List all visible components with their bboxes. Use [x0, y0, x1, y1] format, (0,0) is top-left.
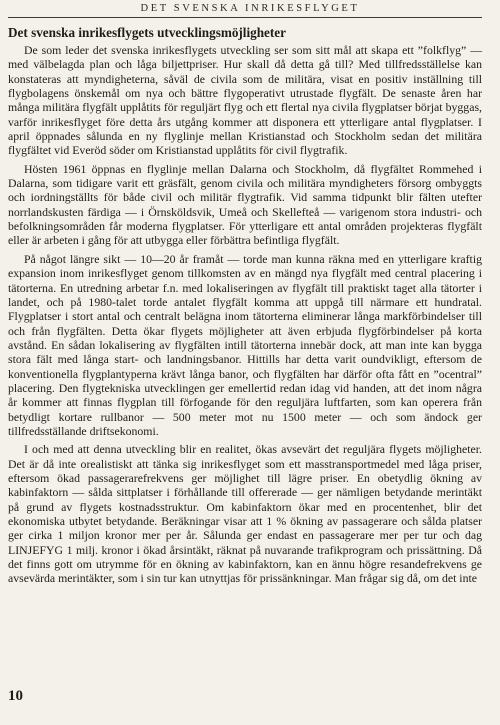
paragraph-3: På något längre sikt — 10—20 år framåt — torde man kunna räkna med en ytterligare kraftig expansion inom inrikesflyget genom tillkomsten av en mängd nya flygfält med central placering i tätorterna. En utredning arbetar f.n. med lokaliseringen av flygfält till praktiskt taget alla tätorter i landet, och på 1980-talet torde antalet flygfält komma att uppgå till närmare ett hundratal. Flygplatser i stort antal och centralt belägna inom tätorterna eliminerar långa markförbindelser till och från flygfälten. Detta ökar flygets möjligheter att även erbjuda flygförbindelser på korta avstånd. En sådan lokalisering av flygfälten intill tätorterna innebär dock, att man inte kan bygga stora fält med långa start- och landningsbanor. Hittills har detta varit oundvikligt, eftersom de konventionella flygplantyperna krävt långa banor, och flygfälten har därför ofta fått en ”ocentral” placering. Den flygtekniska utvecklingen ger emellertid redan idag vid handen, att det inom några år kommer att finnas flygplan till förfogande för den reguljära luftfarten, som kan operera från betydligt kortare rullbanor — 500 meter mot nu 1500 meter — och som ändock ger tillfredsställande driftsekonomi. [8, 251, 482, 438]
article [8, 24, 482, 586]
running-head: DET SVENSKA INRIKESFLYGET [140, 3, 360, 14]
paragraph-2: Hösten 1961 öppnas en flyglinje mellan Dalarna och Stockholm, då flygfältet Rommehed i Dalarna, som tidigare varit ett gräsfält, genom civila och militära myndigheters försorg ombyggts och iordningställts för både civil och militär flygtrafik. Vid samma tidpunkt blir fälten utefter norrlandskusten färdiga — i Örnsköldsvik, Umeå och Skellefteå — varigenom stora industri- och befolkningsområden får moderna flygplatser. För ytterligare ett antal områden projekteras flygfält eller är arbeten i gång för att utbygga eller förbättra befintliga flygfält. [8, 161, 482, 248]
page-number: 10 [8, 688, 23, 704]
paragraph-1: De som leder det svenska inrikesflygets utveckling ser som sitt mål att skapa ett ”folkflyg” — med välbelagda plan och låga biljettpriser. Hur skall då detta gå till? Med tillfredsställelse kan konstateras att myndigheterna, såväl de civila som de militära, visat en positiv inställning till flygbolagens önskemål om nya och bättre flygoperativt utrustade flygfält. De senaste åren har många militära flygfält upplåtits för reguljärt flyg och ett flertal nya civila flygplatser börjat byggas, varför inrikesflyget före detta års utgång kommer att disponera ett ytterligare antal flygplatser. I april öppnades sålunda en ny flyglinje mellan Kristianstad och Stockholm sedan det militära flygfältet vid Everöd söder om Kristianstad upplåtits för civil flygtrafik. [8, 43, 482, 158]
paragraph-4: I och med att denna utveckling blir en realitet, ökas avsevärt det reguljära flygets möjligheter. Det är då inte orealistiskt att tänka sig inrikesflyget som ett masstransportmedel med låga priser, eftersom ökad passagerarefrekvens ger möjlighet till lägre priser. En obetydlig ökning av kabinfaktorn — sålda sittplatser i förhållande till offererade — ger nämligen betydande merintäkt på grund av flygets kostnadsstruktur. Om kabinfaktorn ökar med en procentenhet, blir det ekonomiska utbytet betydande. Beräkningar visar att 1 % ökning av passagerare och sålda platser ger cirka 1 miljon kronor mer per år. Sålunda ger endast en passagerare mer per tur och dag LINJEFYG 1 milj. kronor i ökad årsintäkt, räknat på nuvarande trafikprogram och prissättning. Då det finns gott om utrymme för en ökning av kabinfaktorn, kan en ännu högre resandefrekvens ge avsevärda merintäkter, som i sin tur kan utnyttjas för prissänkningar. Man frågar sig då, om det inte [8, 442, 482, 586]
article-heading: Det svenska inrikesflygets utvecklingsmöjligheter [8, 25, 287, 40]
header-rule [8, 17, 482, 18]
